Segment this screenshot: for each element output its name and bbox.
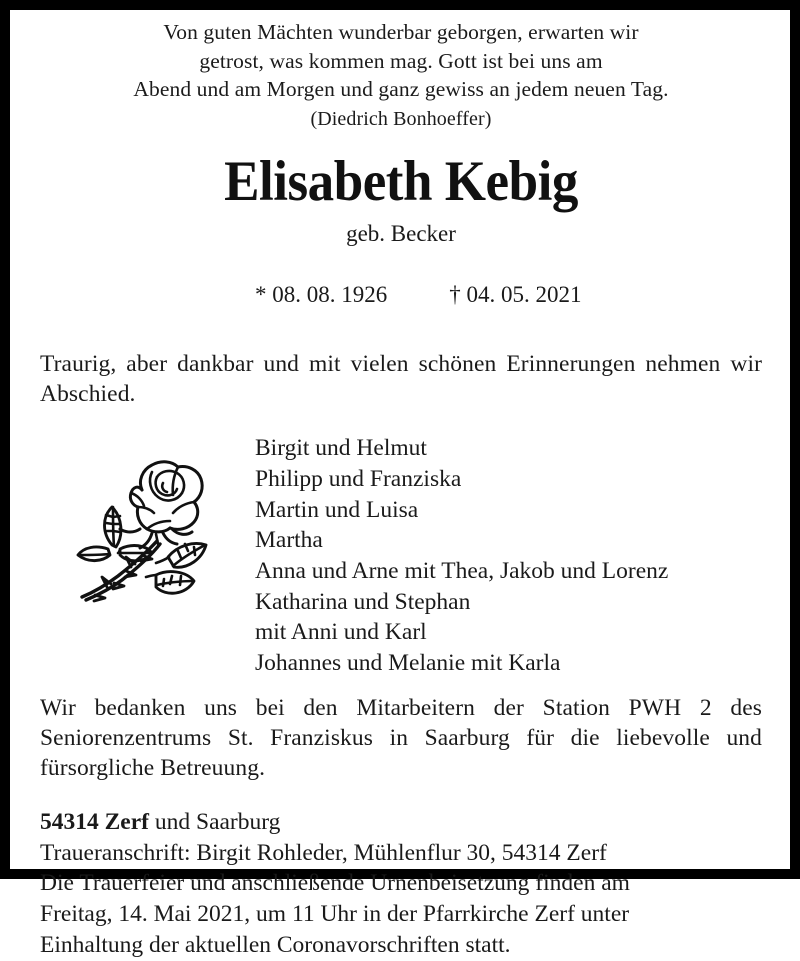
service-line: Freitag, 14. Mai 2021, um 11 Uhr in der Pfarrkirche Zerf unter xyxy=(40,901,630,928)
list-item: Martin und Luisa xyxy=(255,496,419,523)
birth-symbol: * xyxy=(255,281,267,307)
place-line xyxy=(40,807,762,838)
service-line: Einhaltung der aktuellen Coronavorschriften statt. xyxy=(40,931,511,958)
list-item: Philipp und Franziska xyxy=(255,465,462,492)
poem-line-1: Von guten Mächten wunderbar geborgen, erwarten wir xyxy=(163,20,639,44)
birth-date: 08. 08. 1926 xyxy=(272,281,388,307)
poem-line-3: Abend und am Morgen und ganz gewiss an jedem neuen Tag. xyxy=(133,77,669,102)
farewell-text: Traurig, aber dankbar und mit vielen schönen Erinnerungen nehmen wir Abschied. xyxy=(40,351,762,408)
list-item: Katharina und Stephan xyxy=(255,588,471,615)
deceased-name: Elisabeth Kebig xyxy=(224,149,578,213)
epigraph-poem xyxy=(40,18,762,133)
list-item: Martha xyxy=(255,527,323,554)
family-block xyxy=(40,433,762,678)
deceased-maiden-name: geb. Becker xyxy=(346,220,456,246)
list-item: mit Anni und Karl xyxy=(255,619,427,646)
footer-block xyxy=(40,807,762,961)
poem-author: (Diedrich Bonhoeffer) xyxy=(310,107,492,130)
thanks-text: Wir bedanken uns bei den Mitarbeitern der Station PWH 2 des Seniorenzentrums St. Franziskus in Saarburg für die liebevolle und fürsorgliche Betreuung. xyxy=(40,694,762,782)
rose-illustration-icon xyxy=(68,445,220,610)
place-postal-town: 54314 Zerf xyxy=(40,808,149,835)
survivors-list xyxy=(255,433,762,678)
place-additional: und Saarburg xyxy=(149,808,281,835)
poem-line-2: getrost, was kommen mag. Gott ist bei uns am xyxy=(199,48,603,73)
death-symbol: † xyxy=(449,281,461,307)
list-item: Anna und Arne mit Thea, Jakob und Lorenz xyxy=(255,557,669,584)
death-date: 04. 05. 2021 xyxy=(466,281,582,307)
list-item: Johannes und Melanie mit Karla xyxy=(255,649,561,676)
service-details xyxy=(40,868,762,960)
notice-content xyxy=(40,18,762,958)
mourning-address: Traueranschrift: Birgit Rohleder, Mühlenflur 30, 54314 Zerf xyxy=(40,839,607,866)
service-line: Die Trauerfeier und anschließende Urnenbeisetzung finden am xyxy=(40,870,630,897)
list-item: Birgit und Helmut xyxy=(255,435,427,462)
life-dates xyxy=(40,253,762,336)
